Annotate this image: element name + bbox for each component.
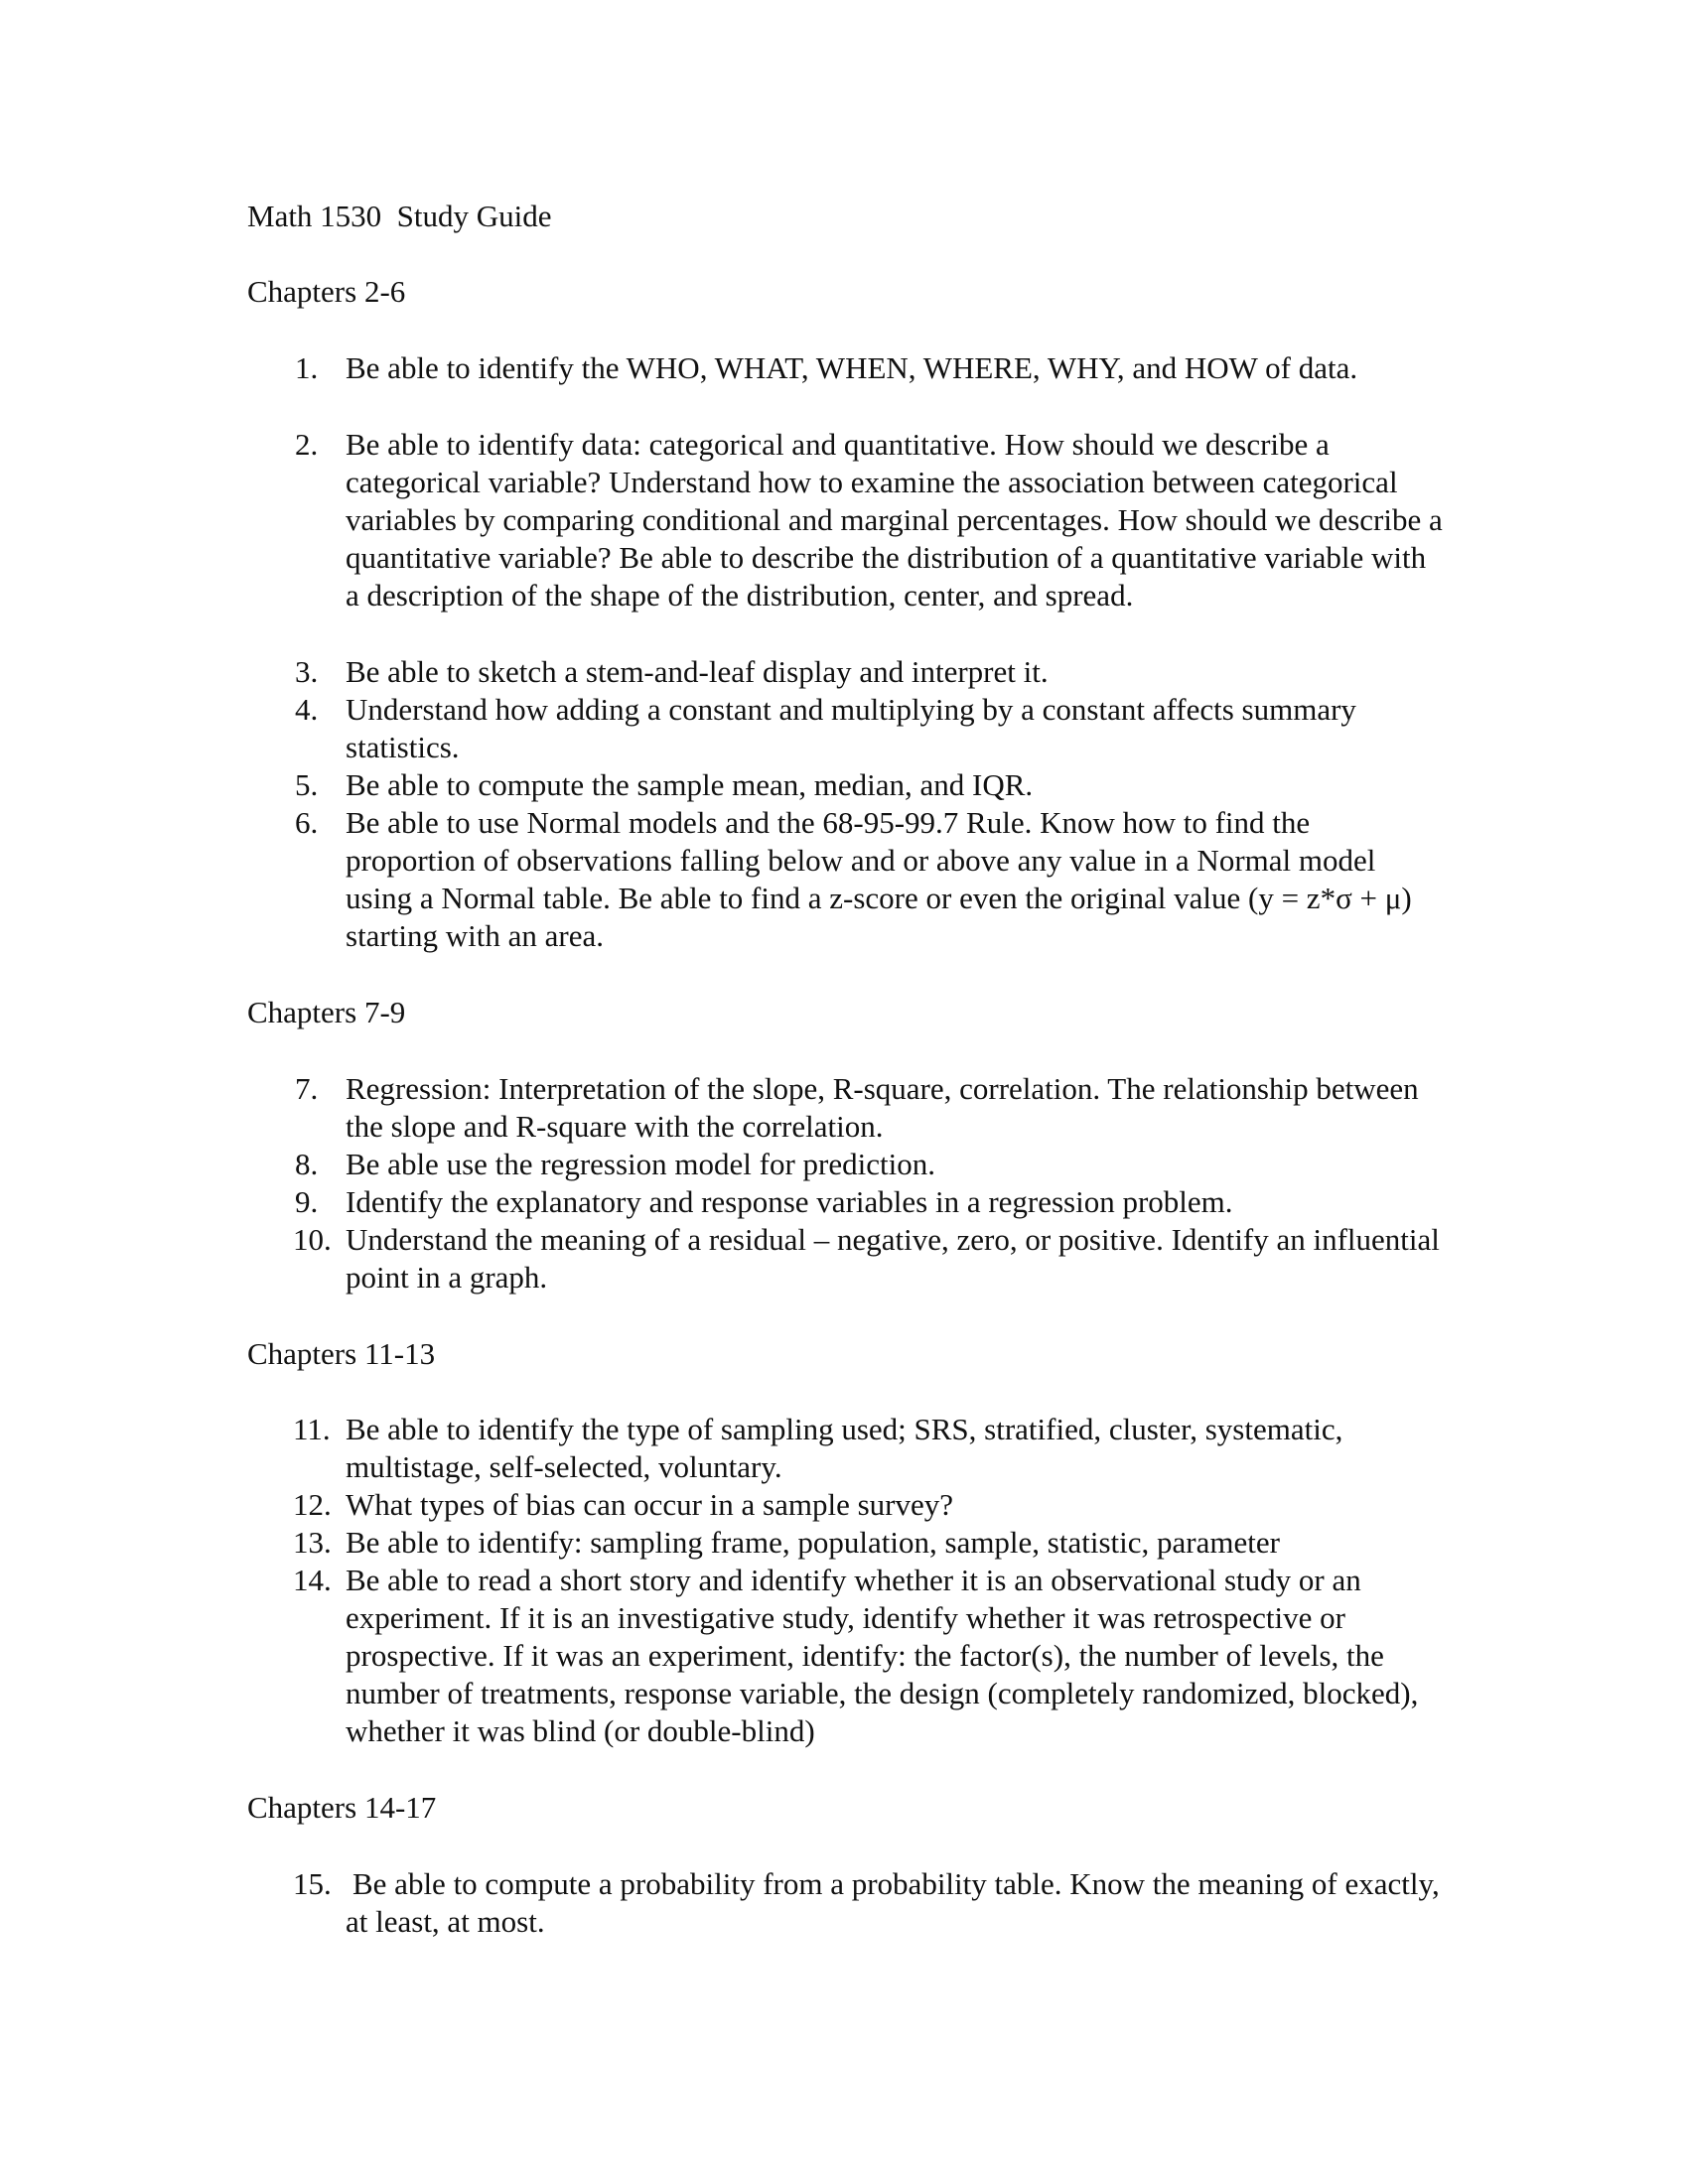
section-heading-chapters-11-13: Chapters 11-13: [247, 1336, 436, 1371]
list-item: [295, 349, 1447, 387]
document-title: Math 1530 Study Guide: [247, 199, 552, 233]
item-text: Regression: Interpretation of the slope, R-square, correlation. The relationship between the slope and R-square with the correlation.: [346, 1071, 1419, 1144]
item-number: 7.: [295, 1071, 319, 1106]
item-number: 4.: [295, 692, 319, 727]
item-text: Be able to read a short story and identify whether it is an observational study or an experiment. If it is an investigative study, identify whether it was retrospective or prospective. If it was an experiment, identify: the factor(s), the number of levels, the number of treatments, response variable, the design (completely randomized, blocked), whether it was blind (or double-blind): [346, 1563, 1419, 1748]
item-number: 12.: [293, 1487, 332, 1522]
list-item: [295, 653, 1447, 691]
list-item: [295, 1524, 1447, 1562]
list-item: [295, 691, 1447, 766]
list-item: [295, 1070, 1447, 1146]
item-number: 1.: [295, 350, 319, 385]
item-number: 8.: [295, 1147, 319, 1181]
item-text: Be able to compute the sample mean, median, and IQR.: [346, 767, 1034, 802]
section-heading-chapters-14-17: Chapters 14-17: [247, 1790, 437, 1825]
item-text: Be able to identify the WHO, WHAT, WHEN, WHERE, WHY, and HOW of data.: [346, 350, 1358, 385]
list-item: [295, 1146, 1447, 1183]
list-item: [295, 1486, 1447, 1524]
list-item: [295, 804, 1447, 955]
item-text: Be able to identify the type of sampling used; SRS, stratified, cluster, systematic, multistage, self-selected, voluntary.: [346, 1412, 1343, 1484]
item-number: 3.: [295, 654, 319, 689]
list-item: [295, 1183, 1447, 1221]
item-text: Understand the meaning of a residual – negative, zero, or positive. Identify an influential point in a graph.: [346, 1222, 1440, 1295]
list-item: [295, 426, 1447, 614]
item-number: 13.: [293, 1525, 332, 1560]
section-heading-chapters-2-6: Chapters 2-6: [247, 274, 406, 309]
section-heading-chapters-7-9: Chapters 7-9: [247, 995, 406, 1029]
item-number: 10.: [293, 1222, 332, 1257]
item-text: What types of bias can occur in a sample survey?: [346, 1487, 954, 1522]
list-item: [295, 1221, 1447, 1297]
item-number: 15.: [293, 1866, 332, 1901]
item-text: Be able use the regression model for prediction.: [346, 1147, 935, 1181]
item-number: 9.: [295, 1184, 319, 1219]
list-item: [295, 1411, 1447, 1486]
item-number: 6.: [295, 805, 319, 840]
list-item: [295, 1562, 1447, 1750]
list-item: [295, 1865, 1447, 1941]
list-item: [295, 766, 1447, 804]
item-number: 14.: [293, 1563, 332, 1597]
item-text: Be able to compute a probability from a probability table. Know the meaning of exactly, at least, at most.: [346, 1866, 1440, 1939]
item-text: Be able to sketch a stem-and-leaf display and interpret it.: [346, 654, 1049, 689]
item-number: 5.: [295, 767, 319, 802]
item-text: Be able to identify data: categorical and quantitative. How should we describe a categorical variable? Understand how to examine the association between categorical variables by comparing conditional and marginal percentages. How should we describe a quantitative variable? Be able to describe the distribution of a quantitative variable with a description of the shape of the distribution, center, and spread.: [346, 427, 1443, 613]
item-text: Be able to use Normal models and the 68-95-99.7 Rule. Know how to find the proportion of observations falling below and or above any value in a Normal model using a Normal table. Be able to find a z-score or even the original value (y = z*σ + μ) starting with an area.: [346, 805, 1412, 953]
item-text: Identify the explanatory and response variables in a regression problem.: [346, 1184, 1233, 1219]
item-text: Understand how adding a constant and multiplying by a constant affects summary statistics.: [346, 692, 1356, 764]
item-number: 2.: [295, 427, 319, 462]
item-text: Be able to identify: sampling frame, population, sample, statistic, parameter: [346, 1525, 1280, 1560]
item-number: 11.: [293, 1412, 331, 1446]
